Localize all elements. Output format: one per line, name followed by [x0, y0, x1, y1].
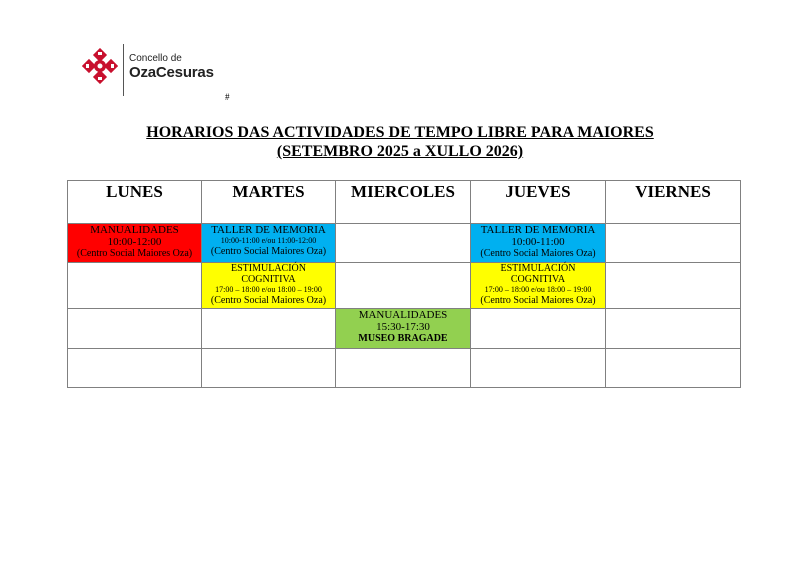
day-header-thursday: JUEVES	[471, 181, 606, 224]
empty-cell	[606, 224, 741, 263]
logo-text-concello: Concello de	[129, 53, 182, 64]
day-header-wednesday: MIERCOLES	[336, 181, 471, 224]
concello-emblem-icon	[82, 48, 118, 84]
empty-cell	[471, 349, 606, 388]
logo-divider	[123, 44, 124, 96]
hash-mark: #	[225, 92, 230, 102]
table-row	[68, 349, 741, 388]
activity-time: 17:00 – 18:00 e/ou 18:00 – 19:00	[215, 285, 322, 294]
activity-time: 10:00-11:00 e/ou 11:00-12:00	[220, 236, 317, 245]
activity-title: TALLER DE MEMORIA	[211, 224, 326, 236]
empty-cell	[68, 349, 202, 388]
empty-cell	[336, 349, 471, 388]
empty-cell	[606, 263, 741, 309]
activity-cell-tuesday-estimulacion	[202, 263, 336, 309]
page-title: HORARIOS DAS ACTIVIDADES DE TEMPO LIBRE PARA MAIORES	[146, 124, 654, 141]
empty-cell	[68, 263, 202, 309]
activity-title-2: COGNITIVA	[510, 274, 566, 285]
activity-title-2: COGNITIVA	[241, 274, 296, 285]
activity-place: (Centro Social Maiores Oza)	[210, 246, 327, 257]
empty-cell	[336, 224, 471, 263]
activity-place: (Centro Social Maiores Oza)	[210, 295, 327, 306]
day-header-friday: VIERNES	[606, 181, 741, 224]
activity-title: MANUALIDADES	[358, 309, 448, 321]
activity-place: (Centro Social Maiores Oza)	[76, 248, 193, 259]
concello-logo	[82, 44, 232, 96]
activity-title: ESTIMULACIÓN	[500, 263, 576, 274]
day-header-tuesday: MARTES	[202, 181, 336, 224]
empty-cell	[68, 309, 202, 349]
activity-time: 10:00-11:00	[511, 236, 565, 248]
activity-time: 17:00 – 18:00 e/ou 18:00 – 19:00	[484, 285, 592, 294]
activity-title: MANUALIDADES	[90, 224, 179, 236]
activity-place: (Centro Social Maiores Oza)	[480, 248, 596, 259]
activity-cell-thursday-estimulacion	[471, 263, 606, 309]
activity-place: MUSEO BRAGADE	[358, 333, 448, 344]
activity-cell-thursday-memoria	[471, 224, 606, 263]
page-subtitle: (SETEMBRO 2025 a XULLO 2026)	[276, 143, 524, 160]
activity-place: (Centro Social Maiores Oza)	[480, 295, 596, 306]
activity-title: TALLER DE MEMORIA	[480, 224, 596, 236]
table-row	[68, 309, 741, 349]
activity-cell-monday-manualidades	[68, 224, 202, 263]
activity-cell-wednesday-manualidades	[336, 309, 471, 349]
logo-text-ozacesuras: OzaCesuras	[129, 64, 214, 81]
empty-cell	[336, 263, 471, 309]
activity-cell-tuesday-memoria	[202, 224, 336, 263]
empty-cell	[471, 309, 606, 349]
empty-cell	[202, 309, 336, 349]
empty-cell	[606, 309, 741, 349]
schedule-table	[67, 180, 741, 388]
activity-title: ESTIMULACIÓN	[231, 263, 306, 274]
empty-cell	[202, 349, 336, 388]
activity-time: 15:30-17:30	[376, 321, 430, 333]
day-header-monday: LUNES	[68, 181, 202, 224]
table-row	[68, 224, 741, 263]
empty-cell	[606, 349, 741, 388]
table-header-row	[68, 181, 741, 224]
table-row	[68, 263, 741, 309]
activity-time: 10:00-12:00	[107, 236, 162, 248]
